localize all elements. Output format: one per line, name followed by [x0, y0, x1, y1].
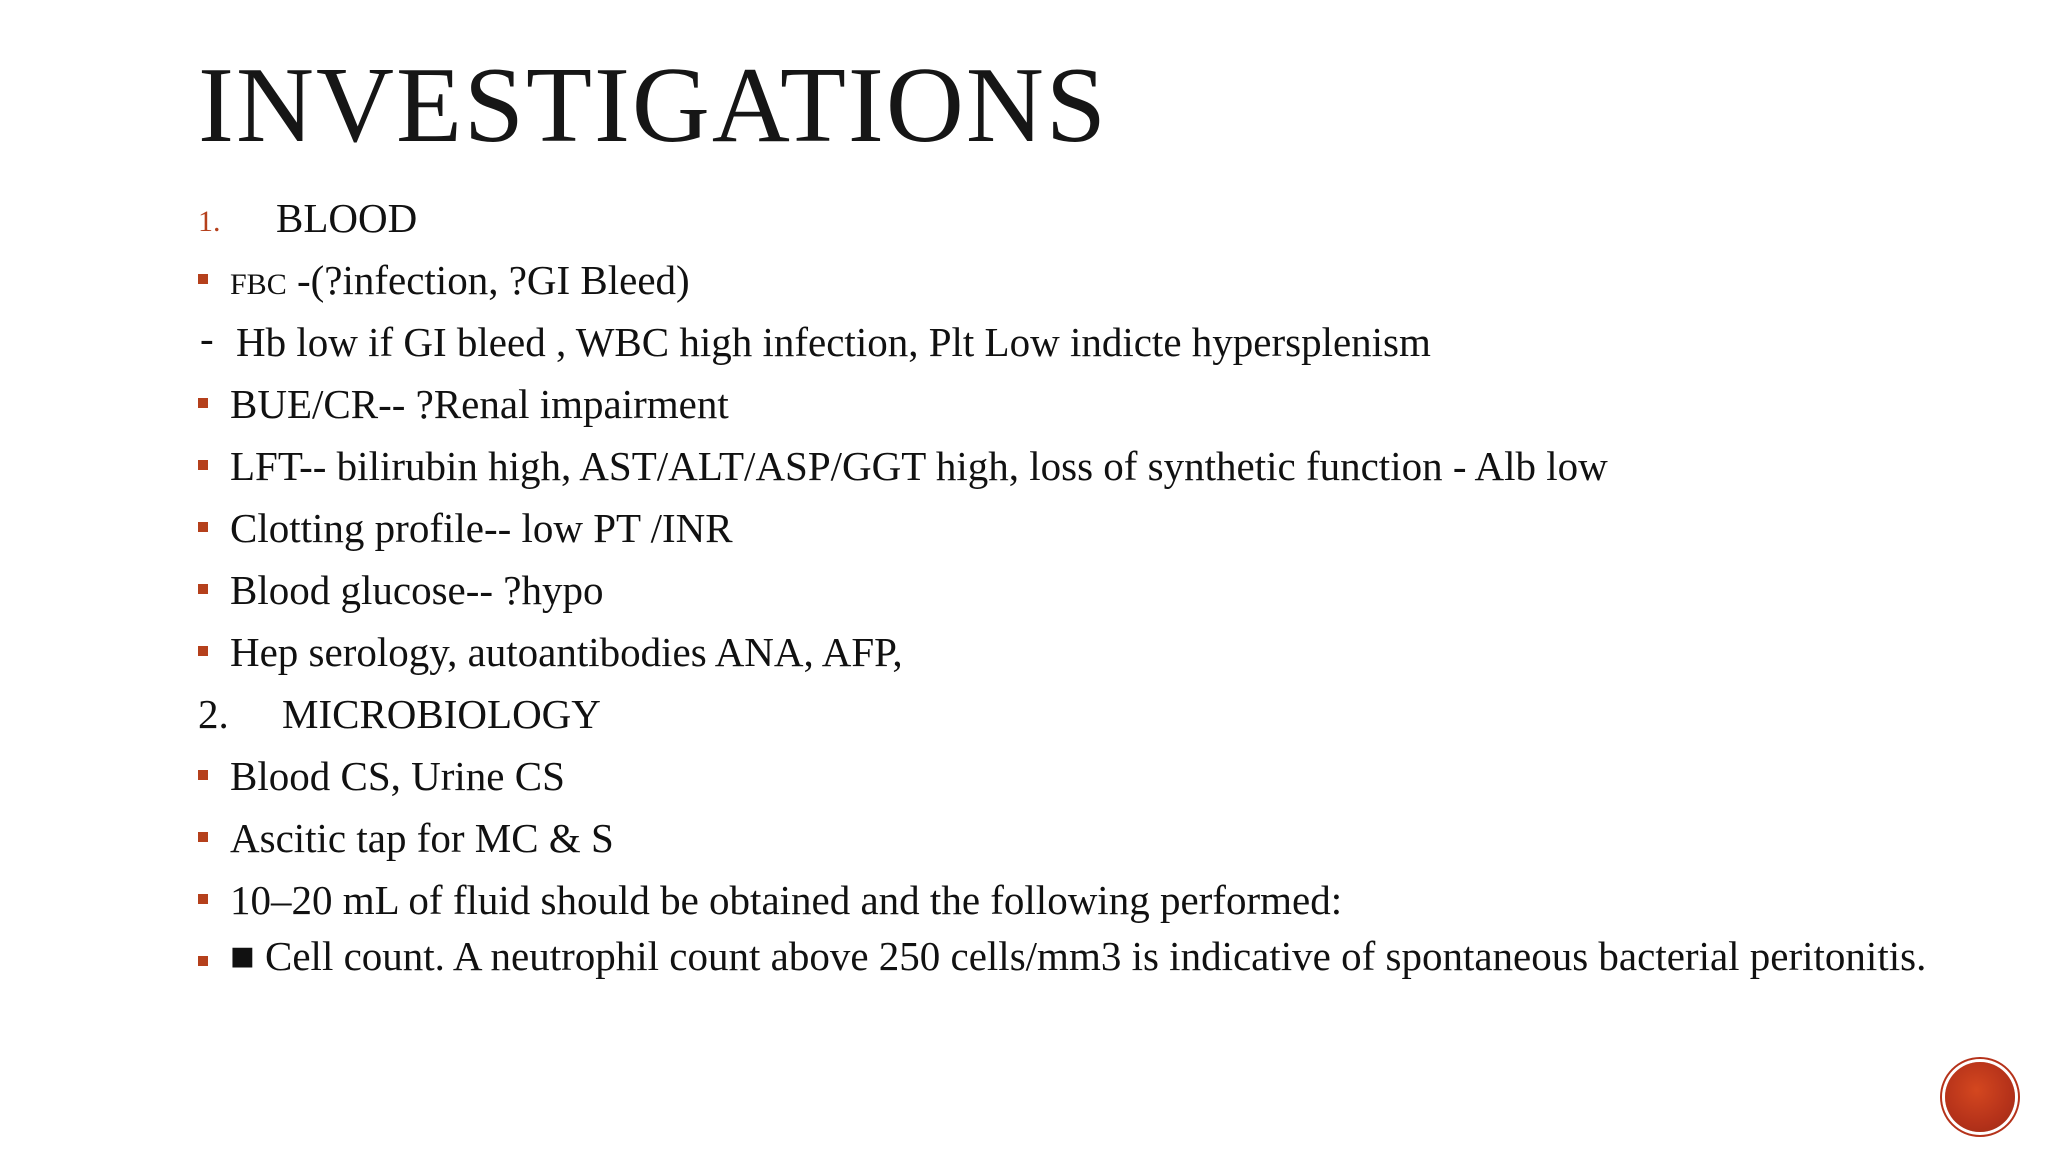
list-item-fbc	[198, 256, 1978, 318]
section-number: 2.	[198, 691, 229, 737]
list-item-text: ■ Cell count. A neutrophil count above 250 cells/mm3 is indicative of spontaneous bacterial peritonitis.	[230, 933, 1927, 979]
list-item	[198, 628, 1978, 690]
slide-content	[198, 194, 1978, 1048]
list-item-text: Hep serology, autoantibodies ANA, AFP,	[230, 629, 903, 675]
fbc-abbr: FBC	[230, 268, 287, 301]
list-item	[198, 566, 1978, 628]
list-item	[198, 814, 1978, 876]
list-item-text: Clotting profile-- low PT /INR	[230, 505, 733, 551]
square-bullet-icon	[198, 460, 208, 470]
list-item-text: Blood CS, Urine CS	[230, 753, 565, 799]
list-item	[198, 442, 1978, 504]
dash-marker: -	[200, 315, 214, 361]
list-item	[198, 752, 1978, 814]
section-label: MICROBIOLOGY	[282, 691, 601, 737]
section-blood	[198, 194, 1978, 256]
square-bullet-icon	[198, 274, 208, 284]
square-bullet-icon	[198, 894, 208, 904]
square-bullet-icon	[198, 522, 208, 532]
list-item-text: 10–20 mL of fluid should be obtained and the following performed:	[230, 877, 1343, 923]
list-item	[198, 876, 1978, 938]
section-label: BLOOD	[276, 195, 418, 241]
square-bullet-icon	[198, 398, 208, 408]
list-item-text: LFT-- bilirubin high, AST/ALT/ASP/GGT high, loss of synthetic function - Alb low	[230, 443, 1608, 489]
slide-title: INVESTIGATIONS	[198, 46, 1108, 165]
list-item-text: BUE/CR-- ?Renal impairment	[230, 381, 729, 427]
square-bullet-icon	[198, 584, 208, 594]
list-item-text: Blood glucose-- ?hypo	[230, 567, 604, 613]
list-item	[198, 933, 1978, 1048]
square-bullet-icon	[198, 646, 208, 656]
square-bullet-icon	[198, 770, 208, 780]
square-bullet-icon	[198, 956, 208, 966]
hb-text: Hb low if GI bleed , WBC high infection, Plt Low indicte hypersplenism	[236, 319, 1431, 365]
list-item-hb	[198, 315, 1978, 380]
section-number: 1.	[198, 205, 221, 238]
slide-nav-button[interactable]	[1945, 1062, 2015, 1132]
section-microbiology	[198, 690, 1978, 752]
square-bullet-icon	[198, 832, 208, 842]
list-item-text: Ascitic tap for MC & S	[230, 815, 614, 861]
list-item	[198, 380, 1978, 442]
fbc-text: -(?infection, ?GI Bleed)	[286, 257, 690, 303]
list-item	[198, 504, 1978, 566]
